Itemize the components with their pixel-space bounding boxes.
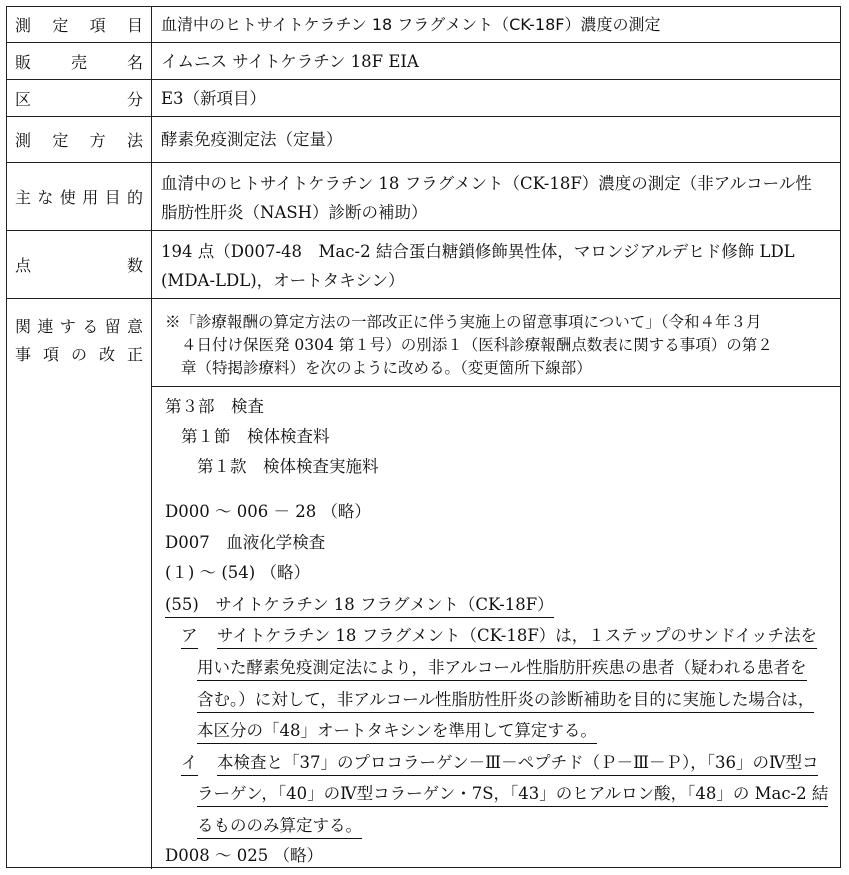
- label-purpose: 主な使用目的: [15, 188, 143, 207]
- item-i-mark: イ: [181, 749, 198, 776]
- label-category: 区分: [15, 89, 143, 109]
- label-revision: 関連する留意 事項の改正: [15, 317, 143, 364]
- item55-title: サイトケラチン 18 フラグメント（CK-18F）: [215, 595, 554, 614]
- item55-line: [165, 591, 554, 618]
- note-line-3: 章（特掲診療料）を次のように改める。（変更箇所下線部）: [181, 359, 592, 377]
- value-category: E3（新項目）: [161, 88, 267, 108]
- value-product-name: イムニス サイトケラチン 18F EIA: [161, 51, 419, 71]
- item55-number: (55): [165, 595, 199, 614]
- item-a-line-1: サイトケラチン 18 フラグメント（CK-18F）は，１ステップのサンドイッチ法を: [217, 622, 817, 649]
- note-line-2: ４日付け保医発 0304 第１号）の別添１（医科診療報酬点数表に関する事項）の第２: [181, 336, 773, 354]
- subsection-heading: 第１款 検体検査実施料: [197, 457, 379, 476]
- items-omit-line: (１) ～ (54) （略）: [165, 563, 310, 582]
- d000-line: D000 ～ 006 － 28 （略）: [165, 502, 371, 521]
- part-heading: 第３部 検査: [165, 397, 264, 416]
- value-points: 194 点（D007-48 Mac-2 結合蛋白糖鎖修飾異性体，マロンジアルデヒド修飾 LDL (MDA-LDL)，オートタキシン）: [161, 242, 795, 290]
- item-a-line-3: 含む。）に対して，非アルコール性脂肪性肝炎の診断補助を目的に実施した場合は，: [197, 686, 814, 713]
- label-product-name: 販売名: [15, 52, 143, 72]
- value-method: 酵素免疫測定法（定量）: [161, 130, 343, 149]
- value-purpose: 血清中のヒトサイトケラチン 18 フラグメント（CK-18F）濃度の測定（非アルコール性 脂肪性肝炎（NASH）診断の補助）: [161, 174, 812, 222]
- item-a-mark: ア: [181, 622, 198, 649]
- label-measurement-item: 測定項目: [15, 16, 143, 35]
- label-points: 点数: [15, 256, 143, 275]
- item-a-line-2: 用いた酵素免疫測定法により，非アルコール性脂肪肝疾患の患者（疑われる患者を: [197, 654, 807, 681]
- d007-line: D007 血液化学検査: [165, 533, 326, 552]
- note-line-1: ※「診療報酬の算定方法の一部改正に伴う実施上の留意事項について」（令和４年３月: [165, 313, 762, 331]
- item-i-line-3: るもののみ算定する。: [197, 812, 362, 839]
- revision-body: [165, 7, 830, 869]
- d008-line: D008 ～ 025 （略）: [165, 846, 323, 865]
- item-i-line-1: 本検査と「37」のプロコラーゲン－Ⅲ－ペプチド（Ｐ－Ⅲ－Ｐ），「36」のⅣ型コ: [217, 749, 818, 776]
- value-measurement-item: 血清中のヒトサイトケラチン 18 フラグメント（CK-18F）濃度の測定: [161, 15, 661, 34]
- label-method: 測定方法: [15, 131, 143, 150]
- item-a-line-4: 本区分の「48」オートタキシンを準用して算定する。: [197, 717, 597, 744]
- document-table: [6, 6, 841, 868]
- item-i-line-2: ラーゲン，「40」のⅣ型コラーゲン・7S，「43」のヒアルロン酸，「48」の Mac-2 結: [197, 780, 828, 807]
- section-heading: 第１節 検体検査料: [181, 427, 330, 446]
